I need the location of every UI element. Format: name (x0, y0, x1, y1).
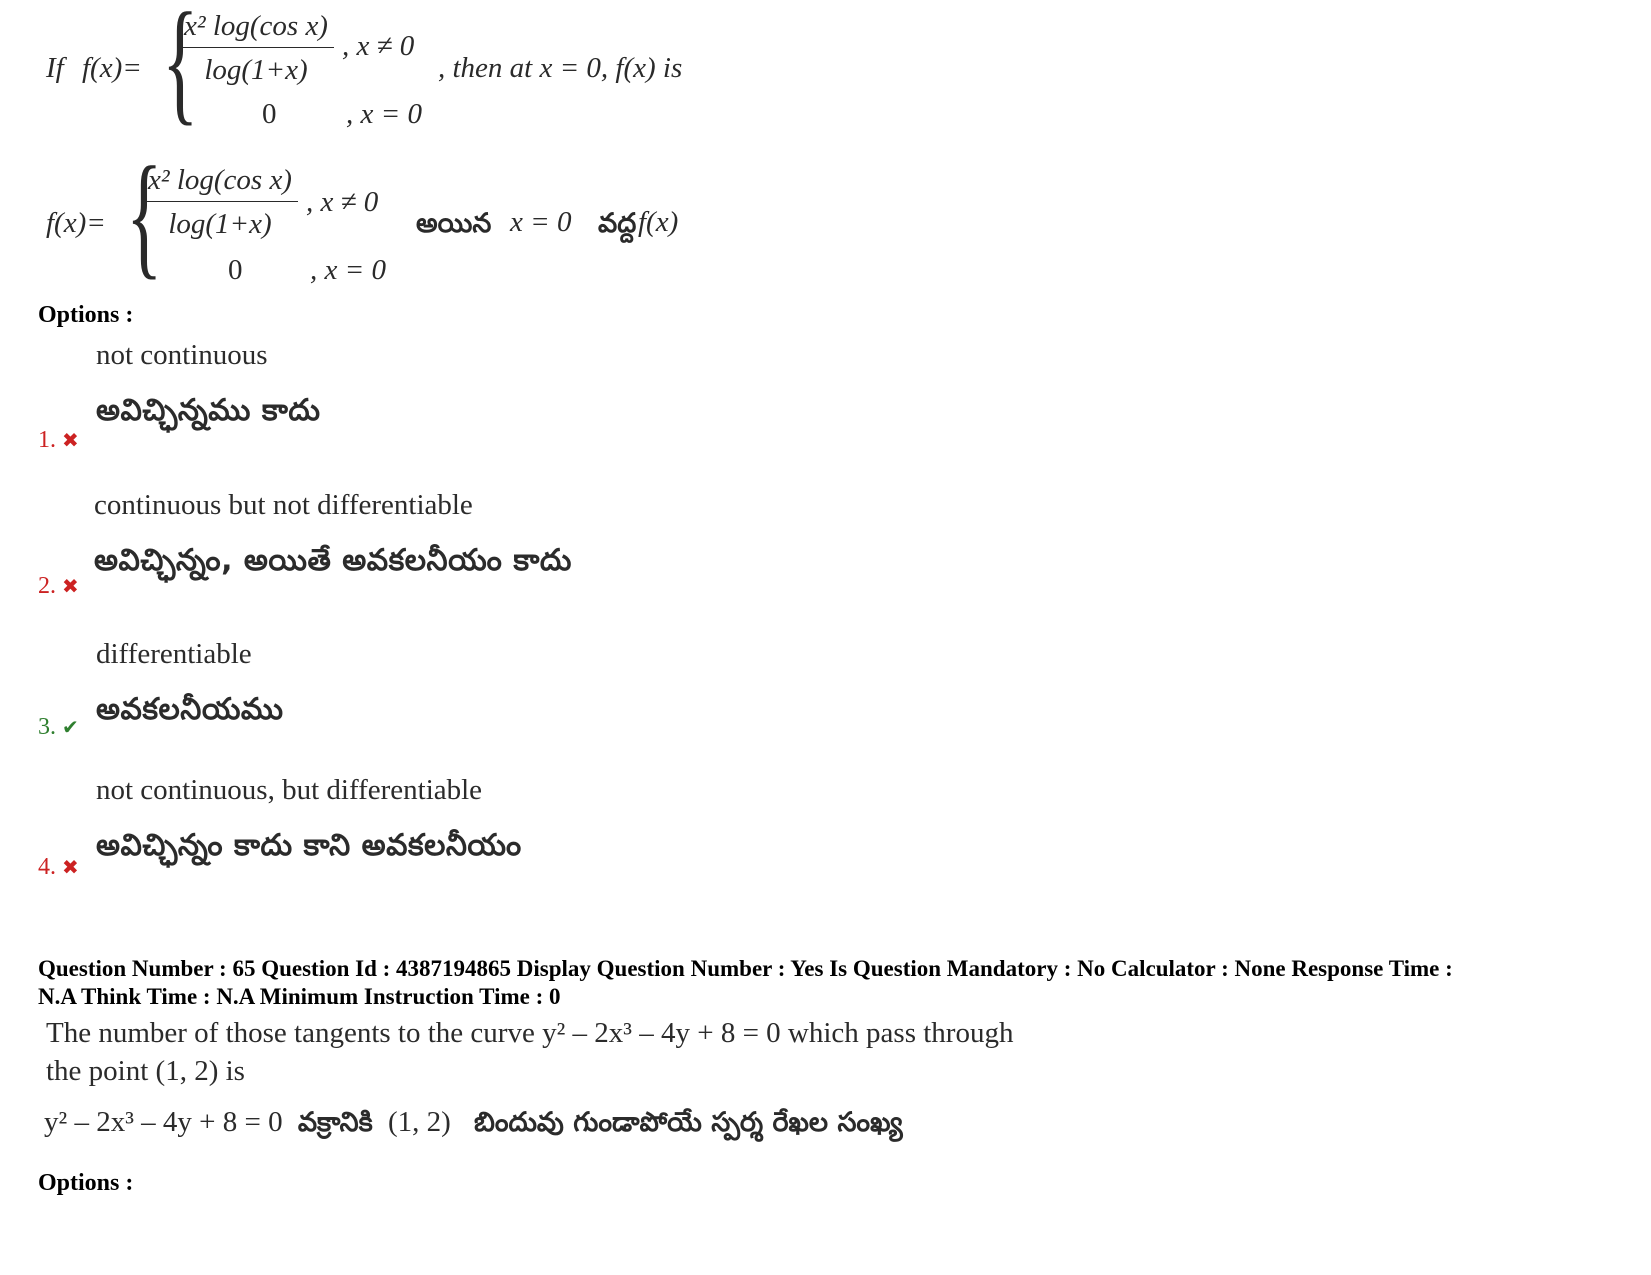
question-te-denominator: log(1+x) (168, 208, 272, 240)
question-65-te-math: y² – 2x³ – 4y + 8 = 0 (44, 1106, 283, 1138)
question-en-case2-value: 0 (262, 98, 277, 130)
option-3-te: అవకలనీయము (96, 692, 284, 727)
question-en-denominator: log(1+x) (204, 54, 308, 86)
question-en-prefix: If (46, 52, 64, 84)
option-1-en: not continuous (96, 339, 268, 371)
question-en-numerator: x² log(cos x) (178, 10, 334, 48)
option-1 (38, 335, 738, 465)
question-te-suffix-text2: వద్ద (598, 208, 637, 239)
question-65-te-text1: వక్రానికి (297, 1107, 373, 1138)
question-en-cond2: , x = 0 (346, 98, 422, 130)
option-4-number-text: 4. (38, 854, 56, 880)
question-en (46, 0, 806, 137)
question-65-te-point: (1, 2) (387, 1106, 451, 1138)
question-en-cond1: , x ≠ 0 (342, 30, 415, 62)
question-65-te (44, 1106, 1244, 1145)
question-te-fx: f(x)= (46, 207, 106, 239)
question-te-cond1: , x ≠ 0 (306, 186, 379, 218)
wrong-mark-icon: ✖ (62, 576, 79, 598)
question-65-en-line2: the point (1, 2) is (46, 1055, 245, 1087)
question-te-suffix-fx: f(x) (638, 206, 679, 238)
question-te-cond2: , x = 0 (310, 254, 386, 286)
option-2-en: continuous but not differentiable (94, 489, 473, 521)
question-en-suffix: , then at x = 0, f(x) is (438, 52, 683, 84)
option-2 (38, 485, 738, 615)
correct-mark-icon: ✔ (62, 717, 79, 739)
option-3 (38, 634, 738, 754)
option-2-te: అవిచ్ఛిన్నం, అయితే అవకలనీయం కాదు (94, 543, 572, 578)
option-3-number-text: 3. (38, 714, 56, 740)
question-65-te-text2: బిందువు గుండాపోయే స్పర్శ రేఖల సంఖ్య (474, 1107, 903, 1138)
option-4-en: not continuous, but differentiable (96, 774, 483, 806)
question-metadata-line2: N.A Think Time : N.A Minimum Instruction Time : 0 (38, 984, 561, 1009)
option-3-number (38, 714, 79, 741)
question-te-numerator: x² log(cos x) (142, 164, 298, 202)
option-2-number-text: 2. (38, 573, 56, 599)
question-en-fx: f(x)= (82, 52, 142, 84)
question-te-suffix-text1: అయిన (416, 208, 492, 239)
question-te-suffix-math: x = 0 (510, 206, 572, 238)
option-1-number (38, 427, 79, 454)
option-4 (38, 770, 738, 890)
option-1-number-text: 1. (38, 427, 56, 453)
option-4-number (38, 854, 79, 881)
question-te-brace: { (126, 138, 163, 291)
question-en-brace: { (162, 0, 199, 137)
question-metadata-line1: Question Number : 65 Question Id : 4387194865 Display Question Number : Yes Is Question Mandatory : No Calculator : None Response Time : (38, 956, 1453, 981)
question-te-fraction (142, 164, 298, 241)
option-1-te: అవిచ్ఛిన్నము కాదు (96, 393, 321, 428)
question-te-case2-value: 0 (228, 254, 243, 286)
question-65-en-line1: The number of those tangents to the curve y² – 2x³ – 4y + 8 = 0 which pass through (46, 1017, 1014, 1049)
options-label-next: Options : (38, 1170, 134, 1196)
option-2-number (38, 573, 79, 600)
question-te (46, 138, 806, 291)
option-4-te: అవిచ్ఛిన్నం కాదు కాని అవకలనీయం (96, 828, 522, 863)
question-65-en (46, 1014, 1246, 1090)
wrong-mark-icon: ✖ (62, 857, 79, 879)
wrong-mark-icon: ✖ (62, 430, 79, 452)
options-label: Options : (38, 302, 134, 328)
question-metadata (38, 955, 1618, 1011)
question-en-fraction (178, 10, 334, 87)
option-3-en: differentiable (96, 638, 252, 670)
